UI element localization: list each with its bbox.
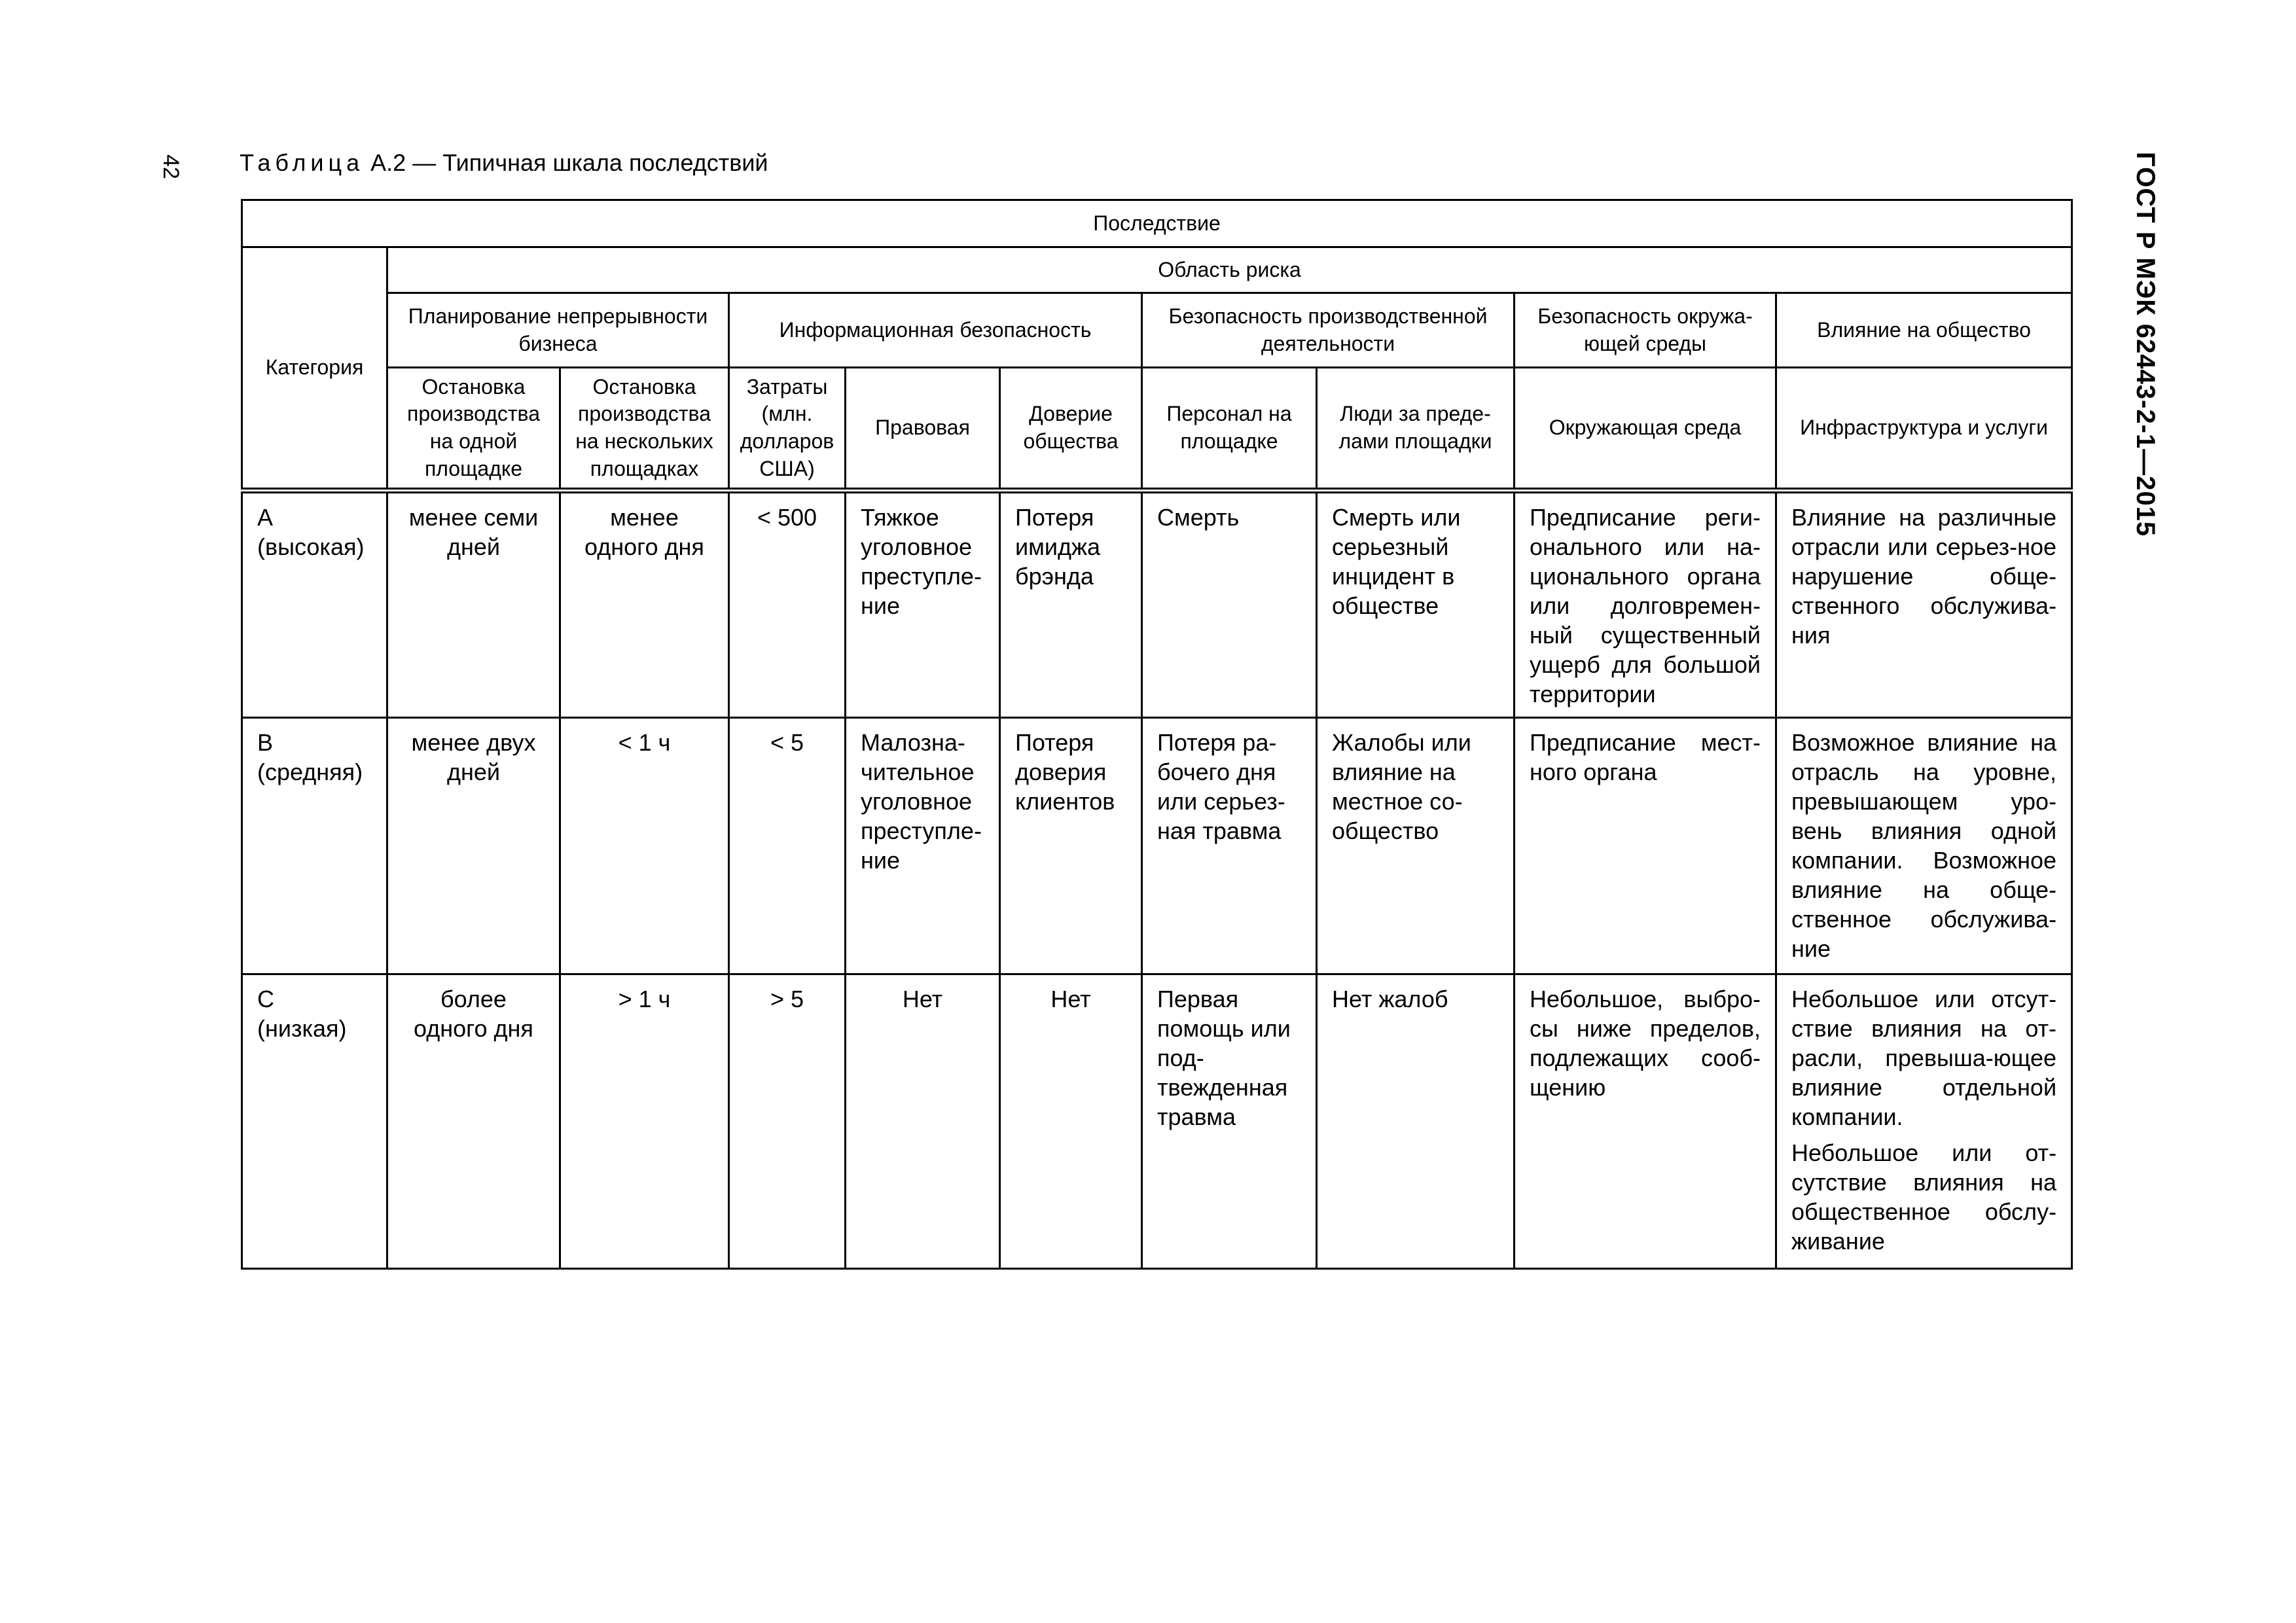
table-cell: Возможное влияние на отрасль на уровне, превышающем уро-вень влияния одной компании. Возможное влияние на обще-ственное обслужива-ние [1776,718,2072,974]
table-cell: более одного дня [387,974,560,1269]
header-risk-area: Область риска [387,247,2072,293]
society-paragraph: Небольшое или отсут-ствие влияния на от-расли, превыша-ющее влияние отдельной компании. [1791,986,2057,1130]
caption-prefix: Таблица [240,149,365,176]
table-cell: менее семи дней [387,491,560,718]
document-id: ГОСТ Р МЭК 62443-2-1—2015 [2131,152,2160,537]
table-cell: Нет [846,974,1000,1269]
header-col-multiple-sites: Остановка производства на нескольких площадках [560,368,729,491]
table-cell: Потеря доверия клиентов [1000,718,1142,974]
table-cell: Смерть [1142,491,1317,718]
header-col-legal: Правовая [846,368,1000,491]
table-row [242,974,2072,1269]
table-caption [240,149,768,177]
table-cell: менее одного дня [560,491,729,718]
table-cell: Нет жалоб [1317,974,1515,1269]
category-level: (высокая) [257,533,365,560]
table-cell: Предписание мест-ного органа [1515,718,1776,974]
table-cell: Первая помощь или под-твежденная травма [1142,974,1317,1269]
category-letter: В [257,729,274,756]
page-number: 42 [158,154,183,179]
table-cell: Потеря ра-бочего дня или серьез-ная травма [1142,718,1317,974]
table-cell: Смерть или серьезный инцидент в обществе [1317,491,1515,718]
header-col-onsite-personnel: Персонал на площадке [1142,368,1317,491]
table-cell: Потеря имиджа брэнда [1000,491,1142,718]
table-cell: Небольшое, выбро-сы ниже пределов, подлежащих сооб-щению [1515,974,1776,1269]
table-cell: Влияние на различные отрасли или серьез-ное нарушение обще-ственного обслужива-ния [1776,491,2072,718]
category-letter: А [257,504,274,531]
category-level: (средняя) [257,758,363,785]
category-cell [242,974,387,1269]
table-cell: Малозна-чительное уголовное преступле-ние [846,718,1000,974]
table-cell: > 1 ч [560,974,729,1269]
table-row [242,718,2072,974]
table-cell: Жалобы или влияние на местное со-общество [1317,718,1515,974]
header-col-environment: Окружающая среда [1515,368,1776,491]
header-group-information-security: Информационная безопасность [729,293,1142,368]
table-cell [1776,974,2072,1269]
table-cell: менее двух дней [387,718,560,974]
header-consequence: Последствие [242,200,2072,247]
category-cell [242,718,387,974]
header-group-environmental-safety: Безопасность окружа-ющей среды [1515,293,1776,368]
header-category: Категория [242,247,387,491]
table-cell: > 5 [729,974,846,1269]
header-col-costs: Затраты (млн. долларов США) [729,368,846,491]
category-cell [242,491,387,718]
category-letter: С [257,986,274,1012]
header-col-public-trust: Доверие общества [1000,368,1142,491]
header-group-societal-impact: Влияние на общество [1776,293,2072,368]
society-paragraph: Небольшое или от-сутствие влияния на общественное обслу-живание [1791,1139,2057,1255]
table-cell: < 5 [729,718,846,974]
header-col-infrastructure: Инфраструктура и услуги [1776,368,2072,491]
caption-text: А.2 — Типичная шкала последствий [364,149,768,176]
table-cell: < 1 ч [560,718,729,974]
table-cell: Предписание реги-онального или на-ционального органа или долговремен-ный существенный ущерб для большой территории [1515,491,1776,718]
table-cell: Нет [1000,974,1142,1269]
table-cell: Тяжкое уголовное преступле-ние [846,491,1000,718]
header-col-single-site: Остановка производства на одной площадке [387,368,560,491]
consequence-table [241,199,2073,1270]
header-group-business-continuity: Планирование непрерывности бизнеса [387,293,729,368]
table-cell: < 500 [729,491,846,718]
table-row [242,491,2072,718]
header-group-operational-safety: Безопасность производственной деятельности [1142,293,1515,368]
header-col-offsite-people: Люди за преде-лами площадки [1317,368,1515,491]
category-level: (низкая) [257,1015,347,1042]
